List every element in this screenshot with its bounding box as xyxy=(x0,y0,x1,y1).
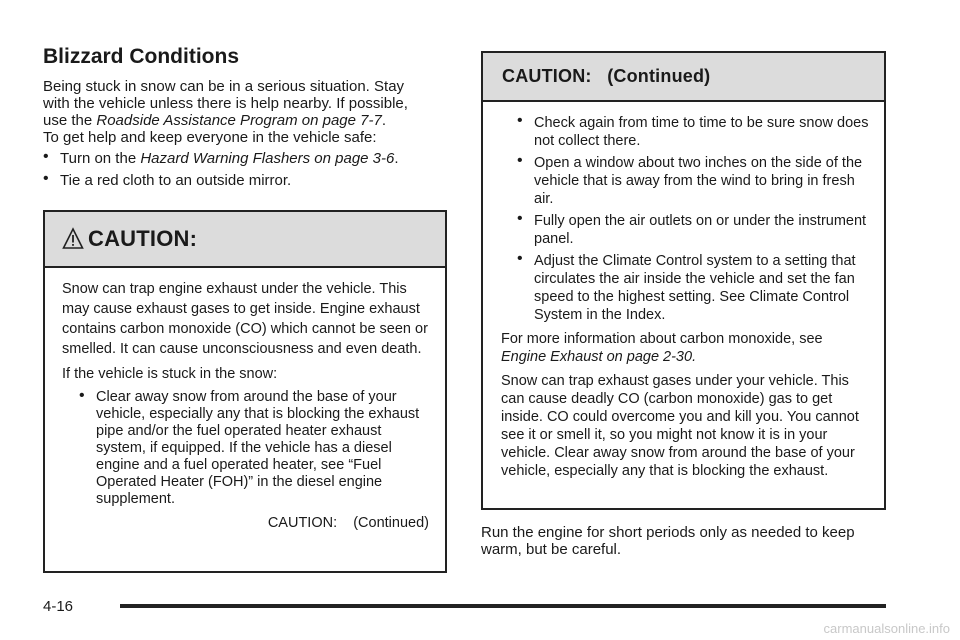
caution-continued-bullet-list xyxy=(517,114,870,324)
closing-paragraph: Snow can trap exhaust gases under your vehicle. This can cause deadly CO (carbon monoxide) gas to get inside. CO could overcome you and kill you. You cannot see it or smell it, so you might not know it is in your vehicle. Clear away snow from around the base of your vehicle, especially any that is blocking the exhaust. xyxy=(501,373,859,479)
bullet-icon: • xyxy=(517,112,523,129)
bullet-icon: • xyxy=(79,387,85,404)
list-item: • Clear away snow from around the base of your vehicle, especially any that is blocking the exhaust pipe and/or the fuel operated heater exhaust system, if equipped. If the vehicle has a diesel engine and a fuel operated heater, see “Fuel Operated Heater (FOH)” in the diesel engine supplement. xyxy=(79,387,420,507)
hazard-flashers-link[interactable]: Hazard Warning Flashers on page 3-6 xyxy=(140,150,395,167)
more-info-paragraph: For more information about carbon monoxide, see Engine Exhaust on page 2-30. xyxy=(501,331,823,365)
caution-body xyxy=(45,268,445,532)
bullet-icon: • xyxy=(43,148,49,165)
bullet-icon: • xyxy=(517,152,523,169)
list-item: • Check again from time to time to be sure snow does not collect there. xyxy=(517,112,869,149)
continued-note: CAUTION: (Continued) xyxy=(267,515,429,531)
intro-line-4: To get help and keep everyone in the vehicle safe: xyxy=(43,129,377,146)
right-column xyxy=(481,51,886,558)
list-item: • Turn on the Hazard Warning Flashers on page 3-6. xyxy=(43,148,399,167)
caution-header xyxy=(45,212,445,268)
intro-line-2: with the vehicle unless there is help nearby. If possible, xyxy=(43,95,408,112)
engine-exhaust-link[interactable]: Engine Exhaust on page 2-30. xyxy=(501,349,697,365)
left-column xyxy=(43,44,448,194)
intro-line-3-suffix: . xyxy=(381,112,386,129)
watermark: carmanualsonline.info xyxy=(823,621,950,636)
section-title: Blizzard Conditions xyxy=(43,45,239,68)
bullet-icon: • xyxy=(43,170,49,187)
list-item: • Open a window about two inches on the side of the vehicle that is away from the wind to bring in fresh air. xyxy=(517,152,863,207)
caution-bullet-list xyxy=(79,389,429,508)
list-item: • Tie a red cloth to an outside mirror. xyxy=(43,170,292,189)
roadside-assistance-link[interactable]: Roadside Assistance Program on page 7-7 xyxy=(96,112,382,129)
caution-continued-body xyxy=(483,102,884,480)
intro-line-3-prefix: use the xyxy=(43,112,97,129)
caution-title: CAUTION: xyxy=(88,226,198,251)
caution-lead: If the vehicle is stuck in the snow: xyxy=(62,366,278,382)
bullet-icon: • xyxy=(517,210,523,227)
safety-bullet-list xyxy=(43,150,448,189)
warning-triangle-icon xyxy=(62,227,84,251)
bullet-icon: • xyxy=(517,250,523,267)
caution-continued-title: CAUTION: (Continued) xyxy=(502,66,711,86)
footer-rule xyxy=(120,604,886,608)
page-number: 4-16 xyxy=(43,598,74,615)
intro-paragraph xyxy=(43,78,448,146)
caution-continued-header xyxy=(483,53,884,102)
list-item: • Fully open the air outlets on or under the instrument panel. xyxy=(517,210,867,247)
caution-paragraph: Snow can trap engine exhaust under the vehicle. This may cause exhaust gases to get inside. Engine exhaust contains carbon monoxide (CO) which cannot be seen or smelled. It can cause unconsciousness and even death. xyxy=(62,281,428,357)
list-item: • Adjust the Climate Control system to a setting that circulates the air inside the vehicle and set the fan speed to the highest setting. See Climate Control System in the Index. xyxy=(517,250,856,323)
caution-continued-box xyxy=(481,51,886,510)
after-box-paragraph: Run the engine for short periods only as needed to keep warm, but be careful. xyxy=(481,524,855,558)
caution-box xyxy=(43,210,447,573)
intro-line-1: Being stuck in snow can be in a serious situation. Stay xyxy=(43,78,405,95)
page-footer xyxy=(43,596,886,620)
